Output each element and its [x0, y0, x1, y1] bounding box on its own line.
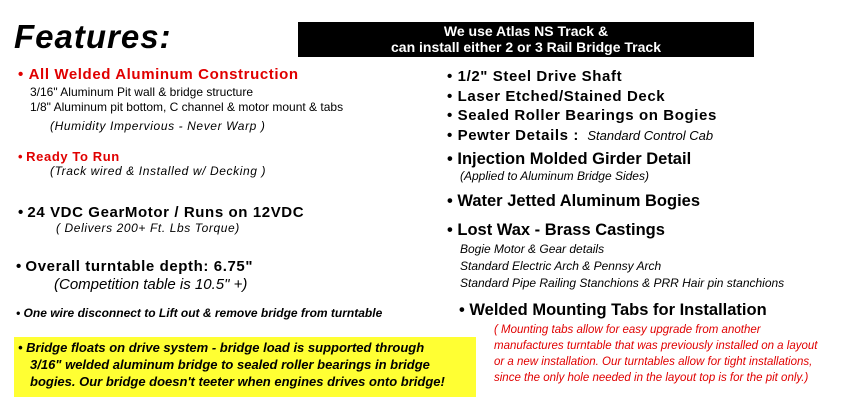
bullet-icon: •: [18, 340, 27, 355]
highlight-line: 3/16" welded aluminum bridge to sealed roller bearings in bridge: [30, 357, 430, 372]
bullet-icon: •: [447, 221, 458, 239]
feature-heading: All Welded Aluminum Construction: [28, 66, 299, 83]
bullet-icon: •: [447, 150, 458, 168]
feature-detail: Standard Electric Arch & Pennsy Arch: [460, 259, 662, 273]
feature-heading: One wire disconnect to Lift out & remove bridge from turntable: [23, 306, 383, 320]
feature-bearings: • Sealed Roller Bearings on Bogies: [447, 107, 717, 124]
banner-line-1: We use Atlas NS Track &: [443, 23, 609, 39]
feature-girder: • Injection Molded Girder Detail: [447, 150, 692, 168]
feature-detail: Bogie Motor & Gear details: [460, 242, 605, 256]
feature-heading: 24 VDC GearMotor / Runs on 12VDC: [27, 204, 305, 221]
bullet-icon: •: [16, 306, 24, 320]
feature-deck: • Laser Etched/Stained Deck: [447, 88, 666, 105]
feature-detail: ( Delivers 200+ Ft. Lbs Torque): [56, 221, 240, 235]
feature-heading: Overall turntable depth: 6.75": [25, 258, 254, 275]
tabs-note: since the only hole needed in the layout top is for the pit only.): [494, 372, 809, 384]
feature-detail: (Humidity Impervious - Never Warp ): [50, 119, 266, 133]
feature-detail: (Track wired & Installed w/ Decking ): [50, 164, 267, 178]
highlight-line: • Bridge floats on drive system - bridge load is supported through: [18, 340, 425, 355]
feature-detail: (Applied to Aluminum Bridge Sides): [460, 169, 649, 183]
page-title: Features:: [14, 18, 172, 55]
feature-bogies: • Water Jetted Aluminum Bogies: [447, 192, 701, 210]
feature-pewter: • Pewter Details : Standard Control Cab: [447, 127, 714, 144]
bullet-icon: •: [447, 127, 458, 144]
feature-heading: Ready To Run: [26, 149, 120, 164]
bullet-icon: •: [18, 204, 28, 221]
bullet-icon: •: [459, 301, 470, 319]
highlight-line: bogies. Our bridge doesn't teeter when engines drives onto bridge!: [30, 374, 445, 389]
tabs-note: ( Mounting tabs allow for easy upgrade from another: [494, 324, 761, 336]
bullet-icon: •: [447, 192, 458, 210]
feature-shaft: • 1/2" Steel Drive Shaft: [447, 68, 623, 85]
tabs-note: manufactures turntable that was previously installed on a layout: [494, 340, 818, 352]
feature-detail: Standard Pipe Railing Stanchions & PRR Hair pin stanchions: [460, 276, 785, 290]
feature-welded: [18, 66, 299, 84]
feature-detail: 1/8" Aluminum pit bottom, C channel & motor mount & tabs: [30, 100, 344, 114]
bullet-icon: •: [18, 149, 27, 164]
header-banner: [298, 22, 754, 57]
bullet-icon: •: [18, 66, 29, 83]
feature-disconnect: [16, 306, 382, 320]
feature-detail: 3/16" Aluminum Pit wall & bridge structure: [30, 85, 254, 99]
bullet-icon: •: [16, 258, 26, 275]
tabs-note: or a new installation. Our turntables allow for tight installations,: [494, 356, 813, 368]
bullet-icon: •: [447, 107, 458, 124]
feature-tabs: • Welded Mounting Tabs for Installation: [459, 301, 767, 319]
bullet-icon: •: [447, 68, 458, 85]
banner-line-2: can install either 2 or 3 Rail Bridge Track: [391, 39, 661, 55]
feature-motor: [18, 204, 304, 222]
feature-depth: [16, 258, 253, 276]
feature-detail: (Competition table is 10.5" +): [54, 276, 248, 293]
bullet-icon: •: [447, 88, 458, 105]
feature-wax: • Lost Wax - Brass Castings: [447, 221, 665, 239]
